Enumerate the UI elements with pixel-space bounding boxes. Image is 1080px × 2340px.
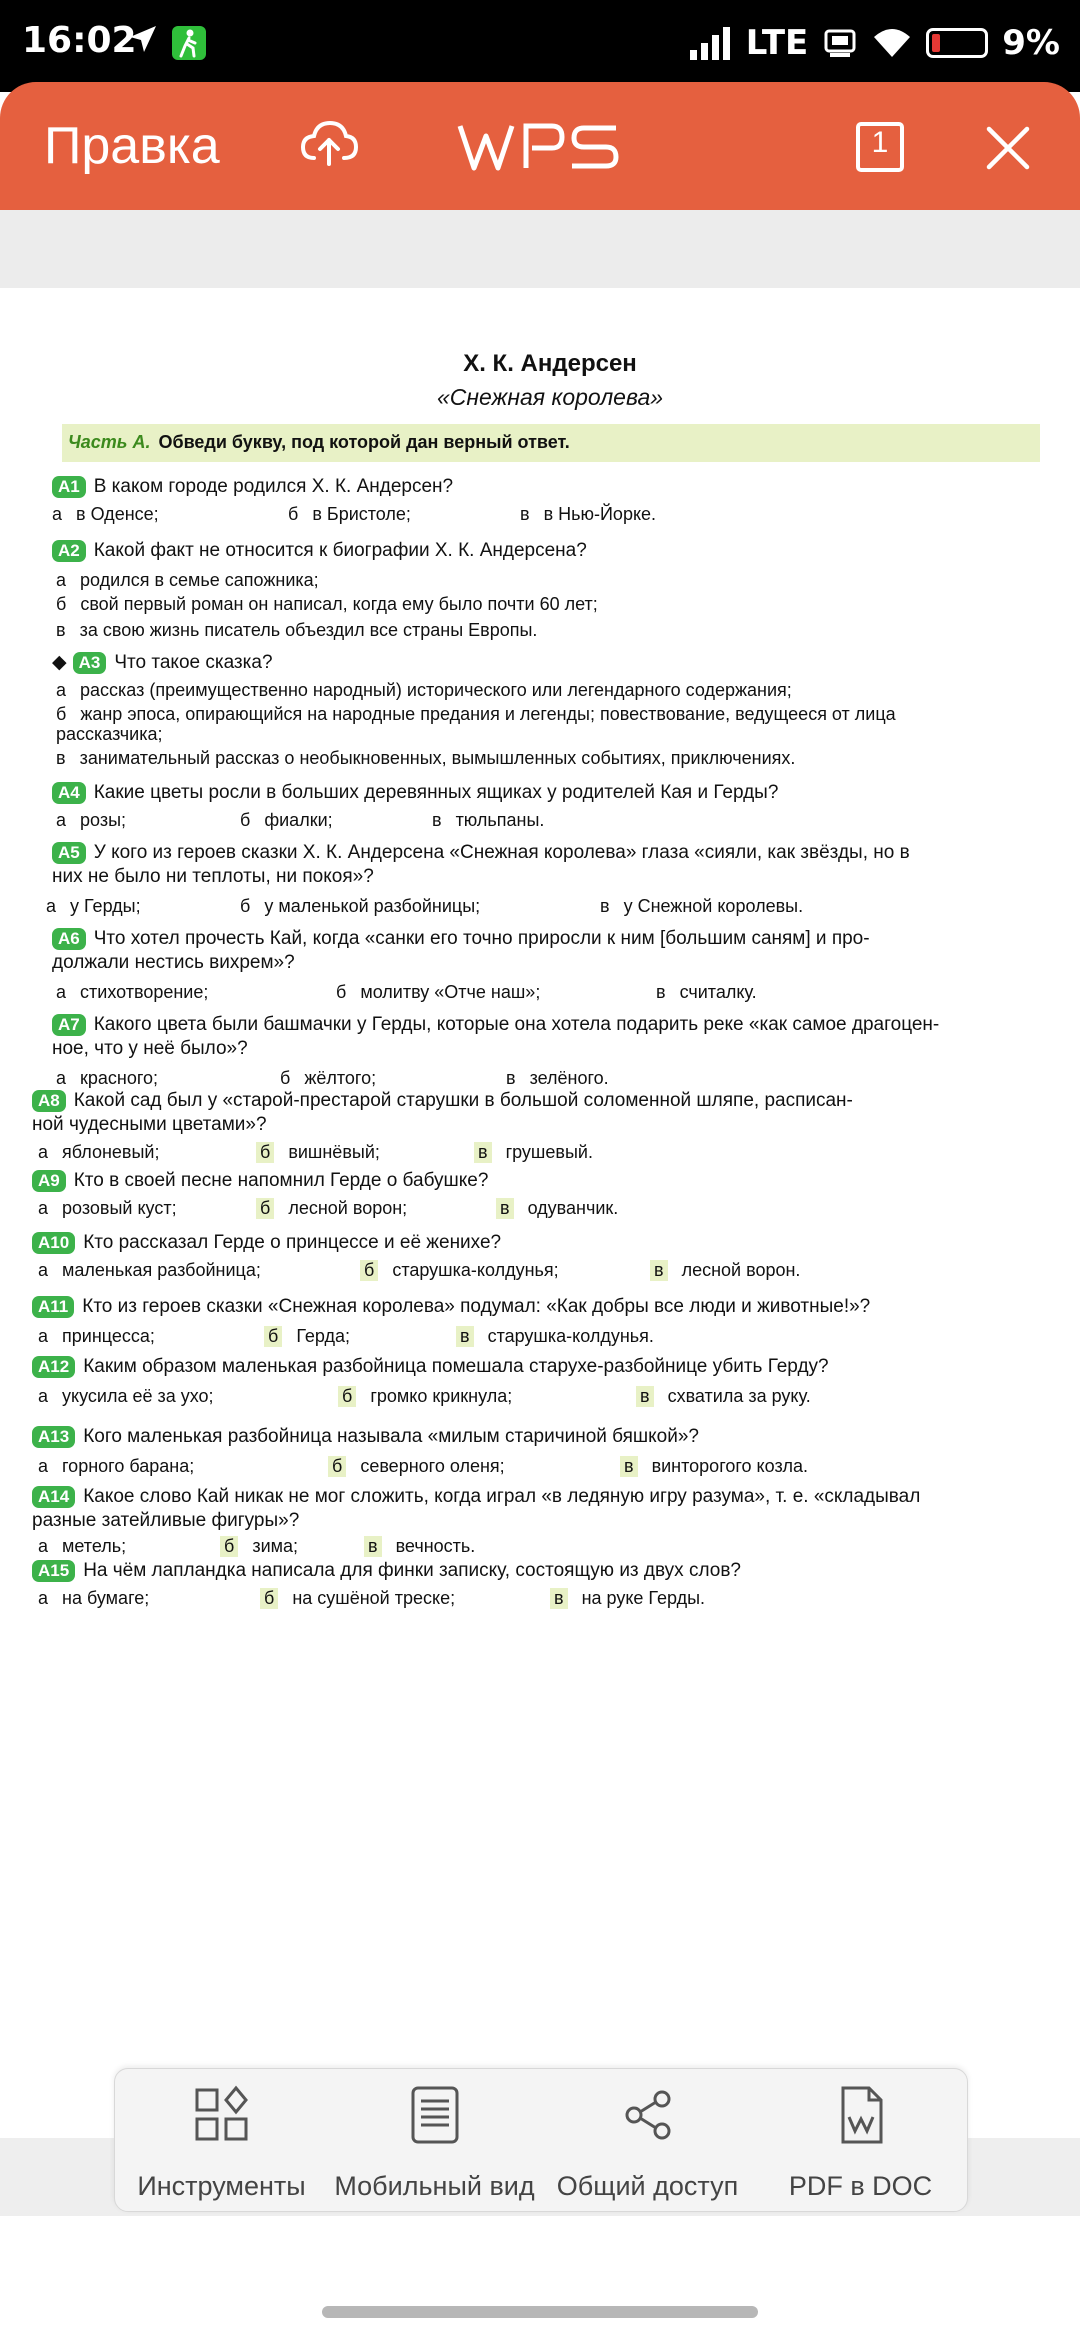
option-text: розы; <box>80 810 127 830</box>
answer-option[interactable] <box>56 810 126 831</box>
network-type: LTE <box>745 23 809 63</box>
option-letter: б <box>56 704 67 724</box>
answer-option[interactable] <box>600 896 803 917</box>
bottom-toolbar <box>114 2068 968 2212</box>
option-letter: в <box>56 748 66 768</box>
option-letter: а <box>56 982 67 1002</box>
question-11 <box>32 1294 1022 1319</box>
question-number: А15 <box>32 1560 75 1582</box>
question-number: А12 <box>32 1356 75 1378</box>
question-text-cont: ной чудесными цветами»? <box>32 1114 267 1135</box>
signal-icon <box>690 26 732 60</box>
option-letter: в <box>456 1326 474 1347</box>
answer-option[interactable] <box>360 1260 559 1281</box>
option-text: у Герды; <box>70 896 141 916</box>
document-page[interactable] <box>0 288 1080 2138</box>
option-letter: а <box>56 680 67 700</box>
option-text: в Оденсе; <box>76 504 159 524</box>
answer-option[interactable] <box>328 1456 505 1477</box>
answer-option[interactable] <box>46 896 141 917</box>
tools-button[interactable] <box>115 2079 328 2209</box>
share-button[interactable] <box>541 2079 754 2209</box>
option-text: стихотворение; <box>80 982 209 1002</box>
option-letter: а <box>38 1386 49 1406</box>
answer-option[interactable] <box>650 1260 800 1281</box>
question-text: Какие цветы росли в больших деревянных ящиках у родителей Кая и Герды? <box>93 782 779 803</box>
option-letter: а <box>38 1260 49 1280</box>
option-letter: б <box>328 1456 346 1477</box>
option-letter: а <box>56 570 67 590</box>
option-letter: б <box>240 896 251 916</box>
question-text: Кто рассказал Герде о принцессе и её женихе? <box>83 1232 502 1253</box>
part-text: Обведи букву, под которой дан верный ответ. <box>158 432 570 452</box>
option-letter: б <box>256 1142 274 1163</box>
option-text: метель; <box>62 1536 127 1556</box>
question-10 <box>32 1230 1022 1255</box>
option-text: лесной ворон. <box>681 1260 801 1280</box>
question-2 <box>52 538 1042 563</box>
option-letter: в <box>520 504 530 524</box>
answer-option[interactable] <box>550 1588 705 1609</box>
option-text: красного; <box>80 1068 159 1088</box>
question-8 <box>32 1088 1022 1113</box>
question-text: Какого цвета были башмачки у Герды, которые она хотела подарить реке «как самое драгоцен- <box>93 1014 940 1035</box>
question-number: А10 <box>32 1232 75 1254</box>
question-12 <box>32 1354 1022 1379</box>
answer-option[interactable] <box>288 504 411 525</box>
option-letter: а <box>38 1142 49 1162</box>
answer-option[interactable] <box>474 1142 593 1163</box>
option-text: укусила её за ухо; <box>62 1386 214 1406</box>
option-text: одуванчик. <box>527 1198 619 1218</box>
answer-option[interactable] <box>620 1456 808 1477</box>
question-text: Какой факт не относится к биографии Х. К. Андерсена? <box>93 540 587 561</box>
option-letter: а <box>52 504 63 524</box>
option-letter: б <box>264 1326 282 1347</box>
option-letter: в <box>474 1142 492 1163</box>
tools-label: Инструменты <box>137 2171 306 2201</box>
doc-author: Х. К. Андерсен <box>463 350 637 377</box>
option-letter: в <box>600 896 610 916</box>
question-number: А8 <box>32 1090 66 1112</box>
app-bar <box>0 82 1080 210</box>
option-text: жанр эпоса, опирающийся на народные предания и легенды; повествование, ведущееся от лица <box>80 704 896 724</box>
question-text: Каким образом маленькая разбойница помешала старухе-разбойнице убить Герду? <box>83 1356 829 1377</box>
question-number: А11 <box>32 1296 74 1318</box>
option-text: маленькая разбойница; <box>62 1260 261 1280</box>
answer-option[interactable] <box>256 1198 407 1219</box>
answer-option[interactable] <box>38 1536 126 1557</box>
option-letter: б <box>260 1588 278 1609</box>
question-5 <box>52 840 1042 865</box>
answer-option[interactable] <box>56 570 319 591</box>
option-letter: а <box>38 1588 49 1608</box>
option-text: на сушёной треске; <box>292 1588 456 1608</box>
answer-option[interactable] <box>56 680 792 701</box>
option-letter: в <box>620 1456 638 1477</box>
status-right <box>690 18 1060 68</box>
pdf-to-doc-label: PDF в DOC <box>788 2171 933 2201</box>
option-letter: в <box>506 1068 516 1088</box>
answer-option[interactable] <box>38 1588 149 1609</box>
option-letter: а <box>38 1326 49 1346</box>
answer-option[interactable] <box>240 810 333 831</box>
answer-option[interactable] <box>56 594 598 615</box>
question-text: В каком городе родился Х. К. Андерсен? <box>93 476 454 497</box>
option-text: тюльпаны. <box>455 810 545 830</box>
option-letter: б <box>288 504 299 524</box>
option-letter: а <box>38 1536 49 1556</box>
option-letter: в <box>432 810 442 830</box>
option-text: рассказ (преимущественно народный) исторического или легендарного содержания; <box>80 680 792 700</box>
question-14 <box>32 1484 1022 1509</box>
answer-option[interactable] <box>56 620 537 641</box>
question-text: Кого маленькая разбойница называла «милым старичиной бяшкой»? <box>83 1426 699 1447</box>
option-text: родился в семье сапожника; <box>80 570 319 590</box>
option-text: северного оленя; <box>360 1456 505 1476</box>
answer-option[interactable] <box>336 982 540 1003</box>
option-letter: а <box>38 1456 49 1476</box>
part-label: Часть А. <box>68 432 151 452</box>
option-text: лесной ворон; <box>288 1198 408 1218</box>
option-text: у Снежной королевы. <box>623 896 804 916</box>
answer-option[interactable] <box>520 504 656 525</box>
tools-icon <box>192 2085 252 2145</box>
option-text: схватила за руку. <box>667 1386 811 1406</box>
option-text: принцесса; <box>62 1326 155 1346</box>
page-count: 1 <box>871 126 889 159</box>
question-3 <box>52 650 1042 675</box>
share-label: Общий доступ <box>556 2171 739 2201</box>
status-bar <box>0 0 1080 92</box>
question-text-cont: должали нестись вихрем»? <box>52 952 295 973</box>
answer-option[interactable] <box>636 1386 811 1407</box>
option-letter: б <box>56 594 67 614</box>
option-letter: в <box>496 1198 514 1219</box>
question-number: А13 <box>32 1426 75 1448</box>
question-number: А6 <box>52 928 86 950</box>
question-6 <box>52 926 1042 951</box>
question-text: Какое слово Кай никак не мог сложить, когда играл «в ледяную игру разума», т. е. «складывал <box>83 1486 921 1507</box>
question-15 <box>32 1558 1022 1583</box>
option-text: в Бристоле; <box>312 504 411 524</box>
option-text: за свою жизнь писатель объездил все страны Европы. <box>79 620 538 640</box>
option-letter: б <box>336 982 347 1002</box>
question-4 <box>52 780 1042 805</box>
wifi-icon <box>872 27 912 59</box>
option-text: на бумаге; <box>62 1588 150 1608</box>
question-text: Что хотел прочесть Кай, когда «санки его точно приросли к ним [большим саням] и про- <box>93 928 870 949</box>
home-indicator[interactable] <box>322 2306 758 2318</box>
answer-option[interactable] <box>56 748 795 769</box>
option-text: занимательный рассказ о необыкновенных, вымышленных событиях, приключениях. <box>79 748 796 768</box>
answer-option[interactable] <box>220 1536 298 1557</box>
question-text: На чём лапландка написала для финки записку, состоящую из двух слов? <box>83 1560 741 1581</box>
question-text-cont: ное, что у неё было»? <box>52 1038 248 1059</box>
answer-option[interactable] <box>456 1326 654 1347</box>
answer-option[interactable] <box>38 1142 160 1163</box>
question-number: А14 <box>32 1486 75 1508</box>
answer-option[interactable] <box>240 896 480 917</box>
question-number: А9 <box>32 1170 66 1192</box>
option-text: вишнёвый; <box>288 1142 380 1162</box>
option-letter: б <box>360 1260 378 1281</box>
option-text: горного барана; <box>62 1456 195 1476</box>
option-text: на руке Герды. <box>581 1588 706 1608</box>
question-text: Что такое сказка? <box>114 652 273 673</box>
question-number: А2 <box>52 540 86 562</box>
option-letter: а <box>38 1198 49 1218</box>
answer-option[interactable] <box>260 1588 455 1609</box>
answer-option[interactable] <box>38 1198 177 1219</box>
walking-icon <box>172 26 206 60</box>
answer-option[interactable] <box>432 810 544 831</box>
mobile-view-button[interactable] <box>328 2079 541 2209</box>
option-text: в Нью-Йорке. <box>543 504 657 524</box>
option-text: рассказчика; <box>56 724 163 744</box>
option-letter: в <box>364 1536 382 1557</box>
option-text: зима; <box>252 1536 299 1556</box>
edit-button[interactable]: Правка <box>44 117 220 175</box>
pdf-to-doc-icon <box>831 2085 891 2145</box>
wps-logo <box>456 122 624 172</box>
option-letter: б <box>338 1386 356 1407</box>
answer-option[interactable] <box>364 1536 475 1557</box>
option-text: жёлтого; <box>304 1068 377 1088</box>
option-letter: б <box>220 1536 238 1557</box>
roaming-icon <box>822 27 858 59</box>
question-text: У кого из героев сказки Х. К. Андерсена «Снежная королева» глаза «сияли, как звёзды, но в <box>93 842 910 863</box>
battery-icon <box>926 28 988 58</box>
question-number: А3 <box>73 652 107 674</box>
option-text: старушка-колдунья. <box>487 1326 654 1346</box>
mobile-view-label: Мобильный вид <box>334 2171 535 2201</box>
option-text: вечность. <box>395 1536 476 1556</box>
answer-option[interactable] <box>56 704 896 725</box>
option-letter: в <box>56 620 66 640</box>
option-text: молитву «Отче наш»; <box>360 982 541 1002</box>
question-text: Кто в своей песне напомнил Герде о бабушке? <box>73 1170 489 1191</box>
question-text: Кто из героев сказки «Снежная королева» подумал: «Как добры все люди и животные!»? <box>82 1296 871 1317</box>
option-text: Герда; <box>296 1326 350 1346</box>
option-letter: а <box>56 1068 67 1088</box>
answer-option[interactable] <box>38 1456 194 1477</box>
option-text: яблоневый; <box>62 1142 160 1162</box>
answer-option[interactable] <box>38 1386 214 1407</box>
option-text: розовый куст; <box>62 1198 177 1218</box>
question-text: Какой сад был у «старой-престарой старушки в большой соломенной шляпе, расписан- <box>73 1090 853 1111</box>
answer-option[interactable] <box>56 724 162 745</box>
question-text-cont: них не было ни теплоты, ни покоя»? <box>52 866 374 887</box>
answer-option[interactable] <box>496 1198 618 1219</box>
option-text: винторогого козла. <box>651 1456 809 1476</box>
question-number: А1 <box>52 476 86 498</box>
option-text: громко крикнула; <box>370 1386 513 1406</box>
option-letter: б <box>256 1198 274 1219</box>
option-letter: б <box>280 1068 291 1088</box>
option-letter: а <box>46 896 57 916</box>
question-1 <box>52 474 1042 499</box>
answer-option[interactable] <box>506 1068 609 1089</box>
option-letter: б <box>240 810 251 830</box>
option-letter: а <box>56 810 67 830</box>
option-letter: в <box>656 982 666 1002</box>
question-9 <box>32 1168 1022 1193</box>
cloud-upload-icon[interactable] <box>300 118 358 168</box>
answer-option[interactable] <box>264 1326 350 1347</box>
question-text-cont: разные затейливые фигуры»? <box>32 1510 300 1531</box>
option-letter: в <box>550 1588 568 1609</box>
answer-option[interactable] <box>280 1068 376 1089</box>
answer-option[interactable] <box>52 504 159 525</box>
answer-option[interactable] <box>38 1260 261 1281</box>
option-text: свой первый роман он написал, когда ему было почти 60 лет; <box>80 594 598 614</box>
option-text: грушевый. <box>505 1142 593 1162</box>
viewer-top-band <box>0 210 1080 288</box>
question-number: А4 <box>52 782 86 804</box>
option-text: старушка-колдунья; <box>392 1260 559 1280</box>
diamond-icon: ◆ <box>52 652 67 673</box>
option-text: фиалки; <box>264 810 333 830</box>
answer-option[interactable] <box>656 982 757 1003</box>
option-letter: в <box>636 1386 654 1407</box>
part-instruction <box>68 432 570 453</box>
option-text: считалку. <box>679 982 757 1002</box>
question-number: А7 <box>52 1014 86 1036</box>
mobile-view-icon <box>405 2085 465 2145</box>
option-letter: в <box>650 1260 668 1281</box>
answer-option[interactable] <box>338 1386 512 1407</box>
share-icon <box>618 2085 678 2145</box>
close-icon[interactable] <box>986 126 1030 170</box>
doc-title: «Снежная королева» <box>436 384 664 410</box>
question-number: А5 <box>52 842 86 864</box>
answer-option[interactable] <box>38 1326 155 1347</box>
answer-option[interactable] <box>56 982 208 1003</box>
navigation-icon <box>128 24 158 54</box>
question-7 <box>52 1012 1042 1037</box>
option-text: у маленькой разбойницы; <box>264 896 481 916</box>
question-13 <box>32 1424 1022 1449</box>
answer-option[interactable] <box>256 1142 380 1163</box>
battery-percent: 9% <box>1002 23 1060 63</box>
answer-option[interactable] <box>56 1068 158 1089</box>
status-time: 16:02 <box>22 20 137 61</box>
pdf-to-doc-button[interactable] <box>754 2079 967 2209</box>
option-text: зелёного. <box>529 1068 609 1088</box>
